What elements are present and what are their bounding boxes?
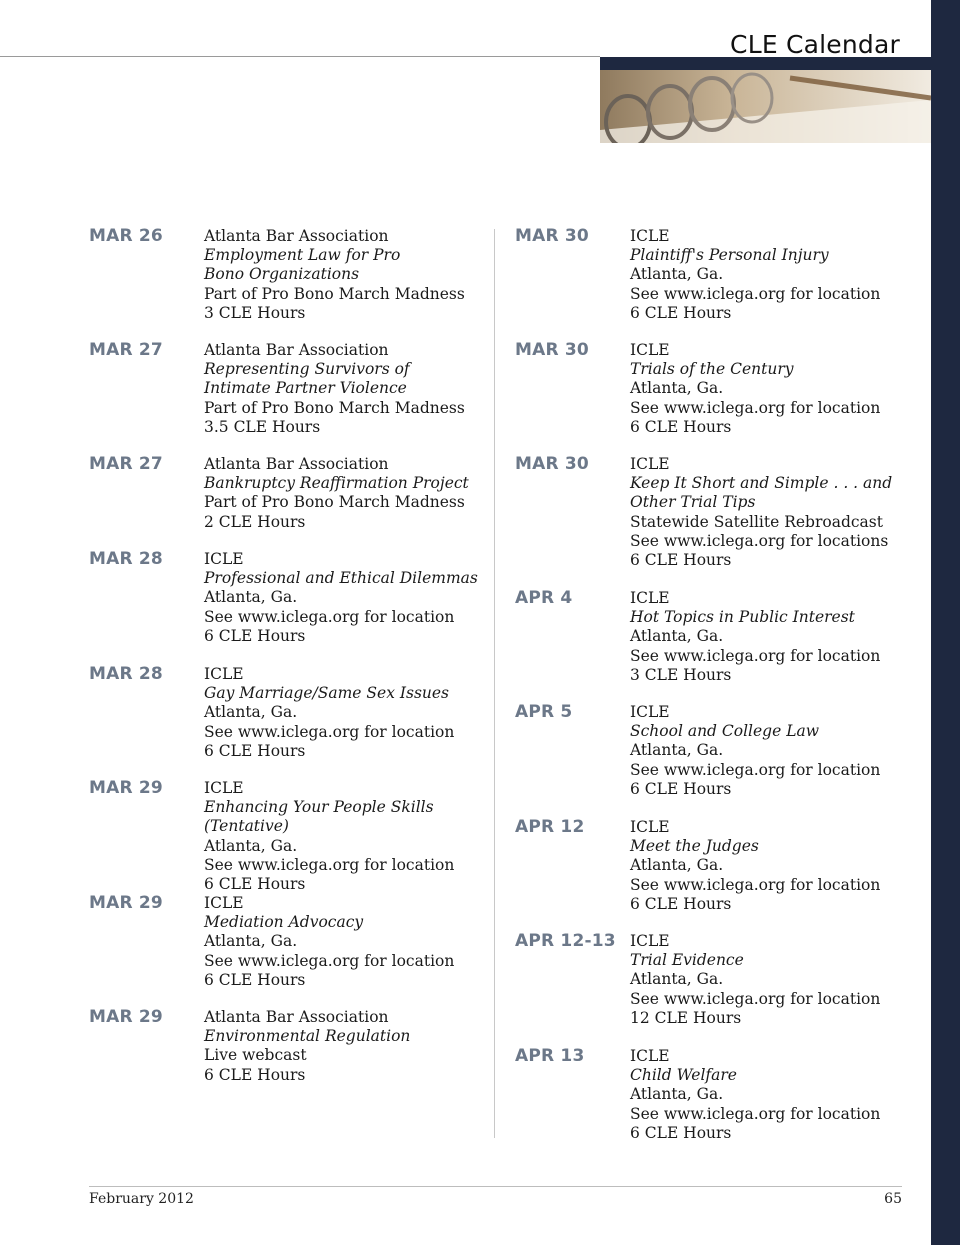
entry-hours: 6 CLE Hours <box>630 303 732 322</box>
calendar-entry <box>89 341 489 455</box>
entry-location: Atlanta, Ga. <box>204 703 298 722</box>
entry-date: MAR 29 <box>89 778 163 798</box>
entry-organizer: ICLE <box>630 1047 670 1065</box>
entry-details <box>204 665 489 761</box>
entry-date: MAR 29 <box>89 893 163 913</box>
entry-date: MAR 29 <box>89 1007 163 1027</box>
entry-location: Atlanta, Ga. <box>630 1085 724 1104</box>
page-number: 65 <box>884 1191 902 1207</box>
entry-location: Atlanta, Ga. <box>630 970 724 989</box>
entry-info: See www.iclega.org for location <box>630 1104 881 1123</box>
header-binder-photo <box>600 70 931 143</box>
entry-hours: 6 CLE Hours <box>630 417 732 436</box>
entry-location: Atlanta, Ga. <box>630 379 724 398</box>
entry-info: Live webcast <box>204 1046 307 1065</box>
entry-info: See www.iclega.org for location <box>204 855 455 874</box>
entry-hours: 6 CLE Hours <box>630 894 732 913</box>
entry-organizer: ICLE <box>630 589 670 607</box>
entry-details <box>204 341 489 437</box>
entry-title: Child Welfare <box>630 1066 737 1085</box>
entry-date: APR 12-13 <box>515 931 616 951</box>
header-rule <box>0 56 600 57</box>
entry-date: APR 13 <box>515 1046 585 1066</box>
entry-details <box>204 779 489 894</box>
entry-location: Atlanta, Ga. <box>630 856 724 875</box>
entry-date: MAR 27 <box>89 340 163 360</box>
calendar-entry <box>515 455 910 589</box>
entry-details <box>204 894 489 990</box>
calendar-entry <box>515 818 910 932</box>
entry-location: Atlanta, Ga. <box>630 741 724 760</box>
entry-date: MAR 30 <box>515 340 589 360</box>
entry-info: See www.iclega.org for locations <box>630 531 889 550</box>
entry-info: See www.iclega.org for location <box>204 722 455 741</box>
calendar-entry <box>89 455 489 550</box>
entry-title: Trial Evidence <box>630 951 744 970</box>
entry-location: Atlanta, Ga. <box>204 836 298 855</box>
entry-organizer: ICLE <box>204 779 244 797</box>
entry-date: MAR 30 <box>515 454 589 474</box>
entry-title: Professional and Ethical Dilemmas <box>204 569 478 588</box>
entry-title: Gay Marriage/Same Sex Issues <box>204 684 450 703</box>
entry-hours: 6 CLE Hours <box>630 551 732 570</box>
entry-info: See www.iclega.org for location <box>630 398 881 417</box>
calendar-entry <box>89 1008 489 1104</box>
entry-hours: 6 CLE Hours <box>204 875 306 894</box>
entry-title: Enhancing Your People Skills (Tentative) <box>204 798 434 836</box>
entry-title: School and College Law <box>630 722 820 741</box>
entry-organizer: ICLE <box>204 550 244 568</box>
entry-organizer: ICLE <box>630 818 670 836</box>
entry-info: Part of Pro Bono March Madness <box>204 493 465 512</box>
calendar-column-right <box>515 227 910 1147</box>
entry-hours: 6 CLE Hours <box>630 779 732 798</box>
entry-date: MAR 26 <box>89 226 163 246</box>
entry-hours: 6 CLE Hours <box>204 741 306 760</box>
entry-date: MAR 28 <box>89 664 163 684</box>
entry-organizer: Atlanta Bar Association <box>204 227 389 245</box>
entry-info: See www.iclega.org for location <box>630 875 881 894</box>
column-divider <box>494 229 495 1138</box>
entry-hours: 12 CLE Hours <box>630 1008 742 1027</box>
entry-details <box>630 703 910 799</box>
entry-hours: 6 CLE Hours <box>204 970 306 989</box>
entry-details <box>630 589 910 685</box>
entry-location: Atlanta, Ga. <box>204 588 298 607</box>
entry-title: Trials of the Century <box>630 360 794 379</box>
entry-organizer: Atlanta Bar Association <box>204 341 389 359</box>
entry-date: APR 4 <box>515 588 573 608</box>
entry-info: See www.iclega.org for location <box>630 989 881 1008</box>
entry-details <box>204 455 489 532</box>
entry-details <box>630 227 910 323</box>
entry-info: See www.iclega.org for location <box>630 284 881 303</box>
entry-details <box>204 1008 489 1085</box>
entry-info: Part of Pro Bono March Madness <box>204 284 465 303</box>
entry-location: Atlanta, Ga. <box>630 627 724 646</box>
entry-date: MAR 28 <box>89 549 163 569</box>
calendar-entry <box>515 1047 910 1147</box>
entry-title: Hot Topics in Public Interest <box>630 608 855 627</box>
entry-details <box>204 227 489 323</box>
calendar-entry <box>89 665 489 779</box>
entry-title: Environmental Regulation <box>204 1027 411 1046</box>
entry-date: MAR 30 <box>515 226 589 246</box>
entry-details <box>630 818 910 914</box>
entry-details <box>204 550 489 646</box>
entry-title: Representing Survivors of Intimate Partner Violence <box>204 360 410 398</box>
entry-details <box>630 455 910 570</box>
entry-details <box>630 932 910 1028</box>
entry-organizer: Atlanta Bar Association <box>204 455 389 473</box>
entry-title: Employment Law for Pro Bono Organizations <box>204 246 401 284</box>
calendar-entry <box>89 779 489 894</box>
entry-organizer: Atlanta Bar Association <box>204 1008 389 1026</box>
entry-details <box>630 341 910 437</box>
calendar-entry <box>89 894 489 1008</box>
calendar-entry <box>515 703 910 818</box>
entry-hours: 3 CLE Hours <box>630 665 732 684</box>
entry-hours: 2 CLE Hours <box>204 512 306 531</box>
calendar-entry <box>89 227 489 341</box>
entry-date: MAR 27 <box>89 454 163 474</box>
calendar-entry <box>515 589 910 703</box>
entry-organizer: ICLE <box>630 341 670 359</box>
entry-title: Plaintiff's Personal Injury <box>630 246 829 265</box>
entry-hours: 3 CLE Hours <box>204 303 306 322</box>
entry-hours: 3.5 CLE Hours <box>204 417 321 436</box>
entry-location: Atlanta, Ga. <box>204 932 298 951</box>
entry-hours: 6 CLE Hours <box>204 626 306 645</box>
entry-details <box>630 1047 910 1143</box>
entry-hours: 6 CLE Hours <box>630 1123 732 1142</box>
entry-title: Keep It Short and Simple . . . and Other Trial Tips <box>630 474 893 512</box>
entry-info: See www.iclega.org for location <box>204 607 455 626</box>
page-title: CLE Calendar <box>730 30 900 59</box>
calendar-entry <box>515 932 910 1047</box>
entry-date: APR 12 <box>515 817 585 837</box>
calendar-entry <box>515 341 910 455</box>
entry-hours: 6 CLE Hours <box>204 1065 306 1084</box>
entry-location: Atlanta, Ga. <box>630 265 724 284</box>
entry-organizer: ICLE <box>630 455 670 473</box>
calendar-entry <box>89 550 489 665</box>
calendar-column-left <box>89 227 489 1104</box>
entry-organizer: ICLE <box>630 932 670 950</box>
calendar-entry <box>515 227 910 341</box>
entry-organizer: ICLE <box>630 703 670 721</box>
footer-issue-date: February 2012 <box>89 1191 194 1207</box>
entry-organizer: ICLE <box>204 665 244 683</box>
entry-info: See www.iclega.org for location <box>204 951 455 970</box>
entry-organizer: ICLE <box>204 894 244 912</box>
entry-location: Statewide Satellite Rebroadcast <box>630 512 883 531</box>
entry-date: APR 5 <box>515 702 573 722</box>
entry-info: Part of Pro Bono March Madness <box>204 398 465 417</box>
entry-organizer: ICLE <box>630 227 670 245</box>
entry-info: See www.iclega.org for location <box>630 646 881 665</box>
entry-title: Meet the Judges <box>630 837 759 856</box>
footer-rule <box>89 1186 902 1187</box>
right-edge-bar <box>931 0 960 1245</box>
entry-title: Bankruptcy Reaffirmation Project <box>204 474 469 493</box>
entry-info: See www.iclega.org for location <box>630 760 881 779</box>
entry-title: Mediation Advocacy <box>204 913 364 932</box>
